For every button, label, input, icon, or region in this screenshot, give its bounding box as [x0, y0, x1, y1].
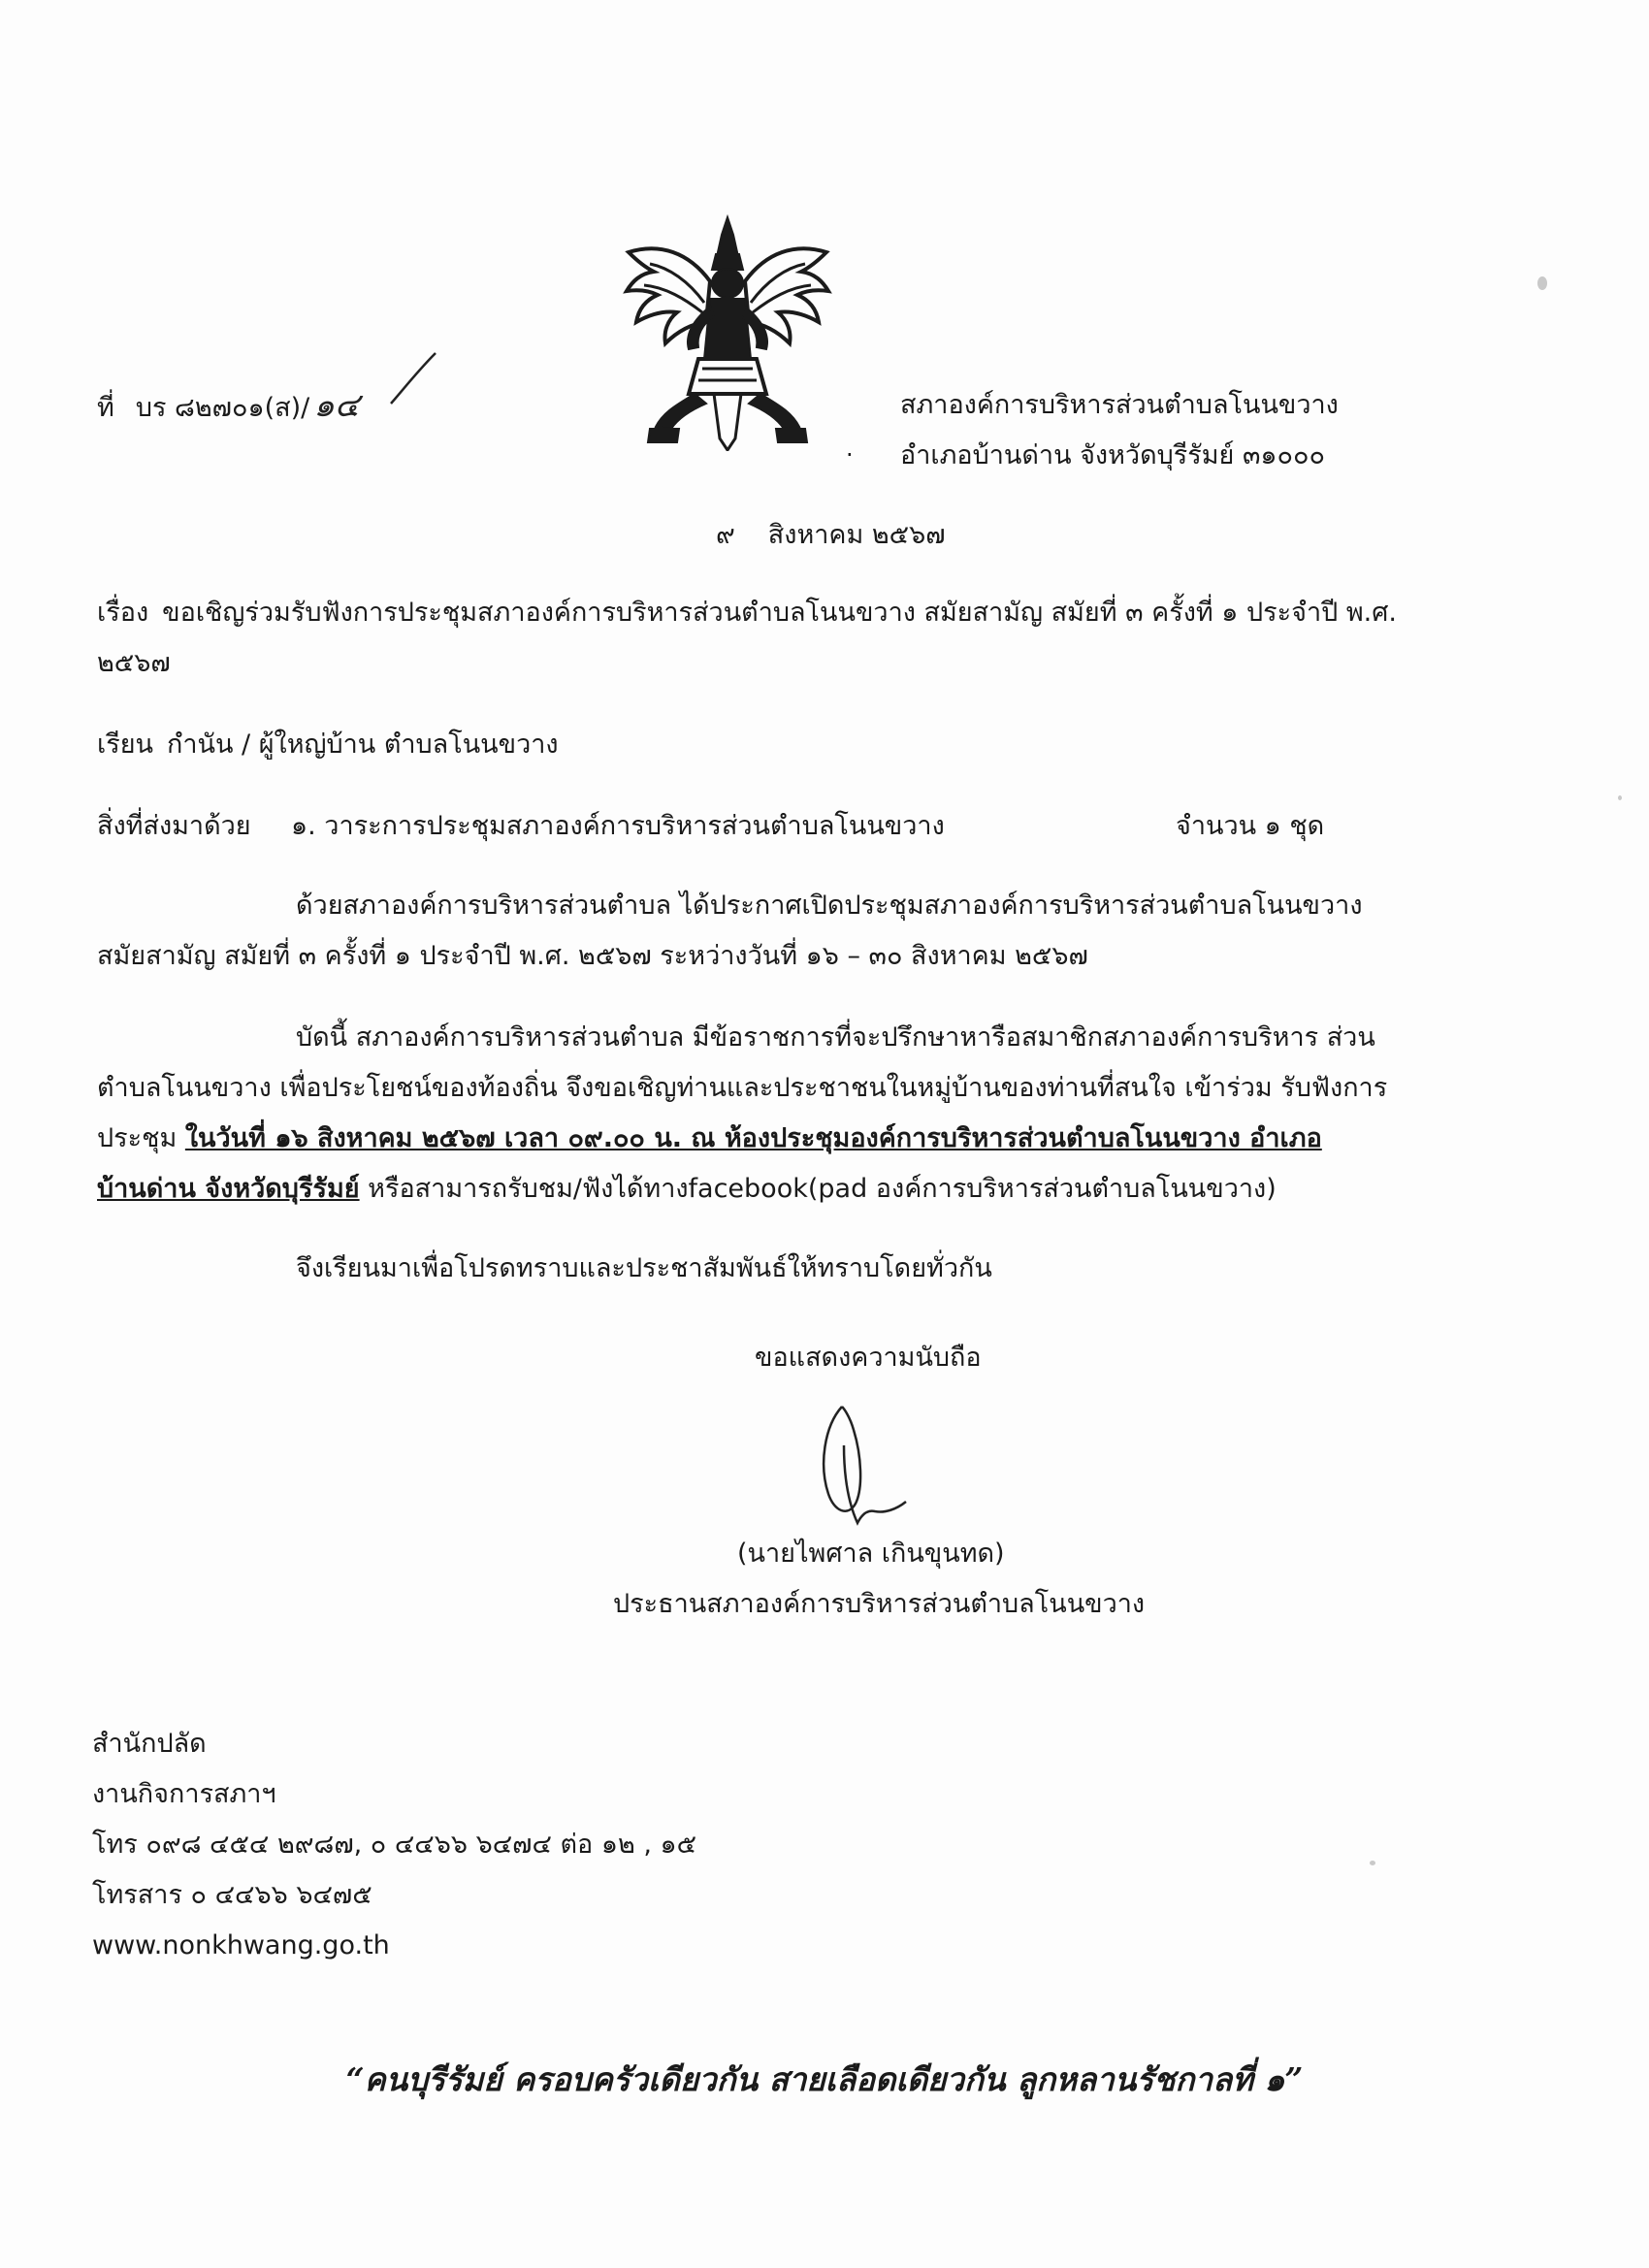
scan-speck: [1537, 276, 1547, 290]
footer-phone: โทร ๐๙๘ ๔๕๔ ๒๙๘๗, ๐ ๔๔๖๖ ๖๔๗๔ ต่อ ๑๒ , ๑๕: [92, 1830, 697, 1860]
footer-section: งานกิจการสภาฯ: [92, 1779, 276, 1809]
address-mark: .: [846, 435, 854, 462]
paragraph-2-line-4-tail: หรือสามารถรับชม/ฟังได้ทางfacebook(pad องค์การบริหารส่วนตำบลโนนขวาง): [359, 1174, 1277, 1204]
subject-label: เรื่อง: [97, 598, 149, 628]
closing-sentence: จึงเรียนมาเพื่อโปรดทราบและประชาสัมพันธ์ให้ทราบโดยทั่วกัน: [296, 1253, 992, 1283]
enclosure-item: ๑. วาระการประชุมสภาองค์การบริหารส่วนตำบลโนนขวาง: [291, 811, 945, 841]
enclosure-label: สิ่งที่ส่งมาด้วย: [97, 811, 251, 841]
scan-speck: [1618, 795, 1622, 800]
subject-line: [97, 594, 1397, 632]
signer-title: ประธานสภาองค์การบริหารส่วนตำบลโนนขวาง: [613, 1589, 1146, 1619]
enclosure-count: จำนวน ๑ ชุด: [1176, 811, 1325, 841]
paragraph-2-line-1: บัดนี้ สภาองค์การบริหารส่วนตำบล มีข้อราชการที่จะปรึกษาหารือสมาชิกสภาองค์การบริหาร ส่วน: [296, 1022, 1375, 1053]
footer-office: สำนักปลัด: [92, 1729, 207, 1759]
paragraph-2-line-4: [97, 1170, 1277, 1209]
paragraph-2-line-3-lead: ประชุม: [97, 1123, 185, 1153]
reference-label: ที่: [97, 393, 114, 423]
province-slogan: “คนบุรีรัมย์ ครอบครัวเดียวกัน สายเลือดเดียวกัน ลูกหลานรัชกาลที่ ๑”: [345, 2060, 1304, 2098]
reference-code: บร ๘๒๗๐๑(ส)/: [135, 393, 310, 423]
meeting-place-emphasis: บ้านด่าน จังหวัดบุรีรัมย์: [97, 1174, 360, 1204]
regards-text: ขอแสดงความนับถือ: [755, 1343, 982, 1373]
paragraph-1-line-2: สมัยสามัญ สมัยที่ ๓ ครั้งที่ ๑ ประจำปี พ.ศ. ๒๕๖๗ ระหว่างวันที่ ๑๖ – ๓๐ สิงหาคม ๒๕๖๗: [97, 941, 1088, 971]
date-day: ๙: [716, 520, 735, 550]
organization-name: สภาองค์การบริหารส่วนตำบลโนนขวาง: [900, 390, 1339, 420]
subject-text-continued: ๒๕๖๗: [97, 648, 171, 678]
signer-name: (นายไพศาล เกินขุนทด): [737, 1539, 1005, 1569]
recipient-label: เรียน: [97, 729, 154, 760]
handwritten-reference: ๑๔: [313, 386, 360, 425]
paragraph-1-line-1: ด้วยสภาองค์การบริหารส่วนตำบล ได้ประกาศเปิดประชุมสภาองค์การบริหารส่วนตำบลโนนขวาง: [296, 891, 1363, 921]
letter-date: [716, 516, 946, 555]
subject-text: ขอเชิญร่วมรับฟังการประชุมสภาองค์การบริหารส่วนตำบลโนนขวาง สมัยสามัญ สมัยที่ ๓ ครั้งที่ ๑ ประจำปี พ.ศ.: [162, 598, 1397, 628]
date-month-year: สิงหาคม ๒๕๖๗: [767, 520, 946, 550]
recipient-line: [97, 726, 559, 764]
footer-website: www.nonkhwang.go.th: [92, 1930, 390, 1960]
reference-number: [97, 386, 360, 428]
recipient-value: กำนัน / ผู้ใหญ่บ้าน ตำบลโนนขวาง: [167, 729, 559, 760]
footer-fax: โทรสาร ๐ ๔๔๖๖ ๖๔๗๕: [92, 1880, 372, 1910]
organization-address: อำเภอบ้านด่าน จังหวัดบุรีรัมย์ ๓๑๐๐๐: [900, 440, 1325, 470]
garuda-emblem-icon: [621, 213, 834, 451]
paragraph-2-line-2: ตำบลโนนขวาง เพื่อประโยชน์ของท้องถิ่น จึงขอเชิญท่านและประชาชนในหมู่บ้านของท่านที่สนใจ เข้าร่วม รับฟังการ: [97, 1073, 1388, 1103]
paragraph-2-line-3: [97, 1119, 1322, 1158]
signature-mark: [805, 1387, 912, 1542]
meeting-date-emphasis: ในวันที่ ๑๖ สิงหาคม ๒๕๖๗ เวลา ๐๙.๐๐ น. ณ ห้องประชุมองค์การบริหารส่วนตำบลโนนขวาง อำเภอ: [184, 1123, 1322, 1153]
handwritten-stroke: [383, 349, 441, 407]
scan-speck: [1370, 1861, 1375, 1865]
